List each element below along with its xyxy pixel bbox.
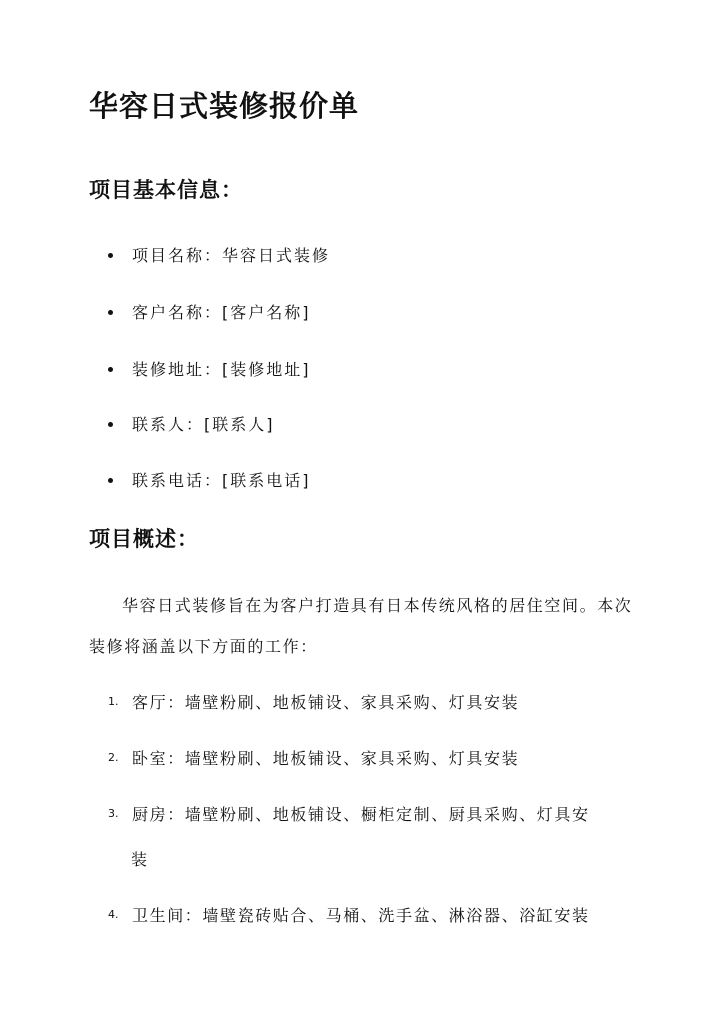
- work-item-text-wrap: 装: [131, 850, 149, 869]
- work-item-text: 厨房：墙壁粉刷、地板铺设、橱柜定制、厨具采购、灯具安: [132, 805, 590, 824]
- list-number: 3.: [108, 807, 119, 820]
- work-item-text: 卫生间：墙壁瓷砖贴合、马桶、洗手盆、淋浴器、浴缸安装: [132, 906, 590, 925]
- list-item: [108, 802, 590, 825]
- list-item: [108, 300, 311, 323]
- bullet-icon: [108, 422, 113, 427]
- info-item-phone: 联系电话：[联系电话]: [132, 471, 311, 490]
- info-item-address: 装修地址：[装修地址]: [132, 360, 311, 379]
- list-item: [108, 746, 519, 769]
- list-number: 2.: [108, 751, 119, 764]
- info-item-client-name: 客户名称：[客户名称]: [132, 303, 311, 322]
- list-item: [108, 690, 519, 713]
- section-heading-info: 项目基本信息：: [89, 178, 243, 202]
- bullet-icon: [108, 478, 113, 483]
- list-item: [108, 468, 311, 491]
- list-number: 4.: [108, 908, 119, 921]
- list-number: 1.: [108, 695, 119, 708]
- overview-paragraph: 华容日式装修旨在为客户打造具有日本传统风格的居住空间。本次装修将涵盖以下方面的工作：: [89, 596, 633, 656]
- list-item: [108, 357, 311, 380]
- section-heading-overview: 项目概述：: [89, 527, 199, 551]
- work-item-text: 客厅：墙壁粉刷、地板铺设、家具采购、灯具安装: [132, 693, 520, 712]
- list-item: [108, 903, 590, 926]
- list-item: [108, 412, 275, 435]
- bullet-icon: [108, 367, 113, 372]
- info-item-contact: 联系人：[联系人]: [132, 415, 275, 434]
- list-item: [108, 243, 330, 266]
- work-item-text: 卧室：墙壁粉刷、地板铺设、家具采购、灯具安装: [132, 749, 520, 768]
- document-title: 华容日式装修报价单: [89, 89, 360, 123]
- info-item-project-name: 项目名称：华容日式装修: [132, 246, 331, 265]
- bullet-icon: [108, 310, 113, 315]
- bullet-icon: [108, 253, 113, 258]
